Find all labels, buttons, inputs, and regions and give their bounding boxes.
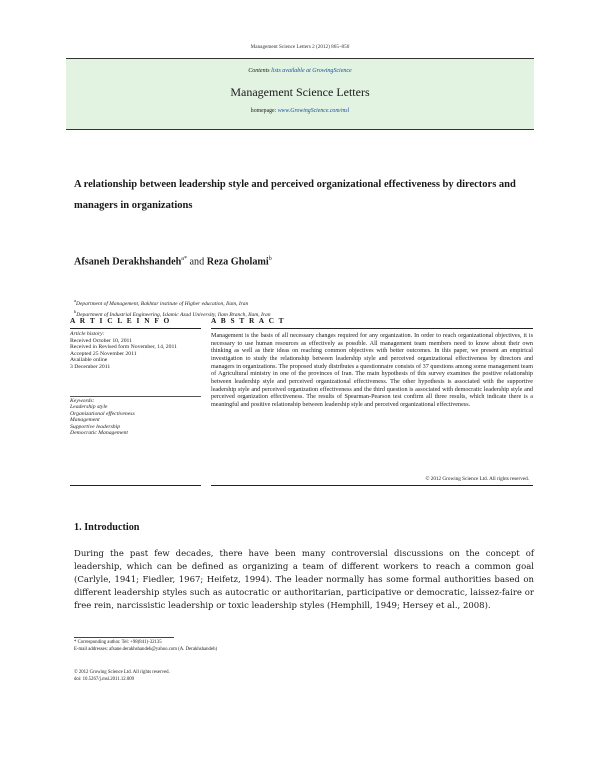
footer-doi: doi: 10.5267/j.msl.2011.12.009	[74, 676, 135, 682]
copyright-footer	[74, 670, 534, 683]
journal-banner	[66, 58, 534, 130]
affiliation-a	[74, 297, 534, 308]
abstract-heading: A B S T R A C T	[211, 316, 286, 325]
corresponding-author-note: * Corresponding author. Tel: +98(841)-32135	[74, 640, 162, 645]
section-heading-introduction: 1. Introduction	[74, 522, 140, 533]
keyword-item: Supportive leadership	[70, 423, 121, 430]
affiliation-b-text: Department of Industrial Engineering, Islamic Azad University, Ilam Branch, Ilam, Iran	[76, 311, 271, 318]
author-2-name: Reza Gholami	[206, 256, 269, 268]
author-list	[74, 256, 272, 267]
contents-prefix: Contents	[248, 68, 272, 74]
abstract-bottom-rule	[211, 485, 533, 486]
history-received: Received October 10, 2011	[70, 337, 133, 344]
keyword-item: Leadership style	[70, 404, 108, 411]
keywords-heading: Keywords:	[70, 398, 95, 404]
abstract-copyright: © 2012 Growing Science Ltd. All rights reserved.	[425, 476, 529, 482]
affiliation-a-text: Department of Management, Bakhtar institute of Higher education, Ilam, Iran	[76, 300, 249, 307]
article-info-heading: A R T I C L E I N F O	[70, 316, 171, 325]
journal-title: Management Science Letters	[230, 85, 370, 99]
history-accepted: Accepted 25 November 2011	[70, 350, 137, 357]
keyword-item: Democratic Management	[70, 430, 128, 437]
article-info-bottom-rule	[70, 485, 201, 486]
article-history	[70, 331, 201, 370]
introduction-paragraph: During the past few decades, there have been many controversial discussions on the concept of leadership, which can be defined as organizing a team of different workers to reach a common goal (Carlyle, 1941; Fiedler, 1967; Heifetz, 1994). The leader normally has some formal authorities based on different leadership styles such as autocratic or authoritarian, participative or democratic, laissez-faire or free rein, narcissistic leadership or toxic leadership styles (Hemphill, 1949; Hersey et al., 2008).	[74, 549, 534, 611]
homepage-prefix: homepage:	[250, 108, 278, 114]
email-note: E-mail addresses: afsane.derakhshandeh@yahoo.com (A. Derakhshandeh)	[74, 646, 218, 652]
author-1-name: Afsaneh Derakhshandeh	[74, 256, 182, 268]
contents-line	[66, 68, 534, 74]
footnotes	[74, 640, 534, 653]
author-separator: and	[186, 256, 207, 268]
keyword-item: Organizational effectiveness	[70, 410, 135, 417]
affiliation-a-mark: a	[74, 298, 76, 303]
author-1-affiliation-mark: a*	[181, 256, 187, 262]
footnote-rule	[74, 637, 174, 638]
contents-link[interactable]: lists available at GrowingScience	[271, 68, 352, 74]
article-info-top-rule	[70, 328, 201, 329]
article-history-heading: Article history:	[70, 331, 105, 337]
footer-copyright: © 2012 Growing Science Ltd. All rights reserved.	[74, 670, 170, 675]
homepage-link[interactable]: www.GrowingScience.com/msl	[277, 108, 350, 114]
homepage-line	[66, 108, 534, 114]
history-online-date: 3 December 2011	[70, 363, 111, 370]
history-available: Available online	[70, 357, 108, 363]
running-head: Management Science Letters 2 (2012) 865–850	[250, 44, 350, 50]
author-2-affiliation-mark: b	[268, 256, 272, 262]
affiliation-b-mark: b	[74, 308, 77, 314]
history-revised: Received in Revised form November, 14, 2011	[70, 344, 177, 350]
keyword-item: Management	[70, 417, 100, 424]
article-title: A relationship between leadership style and perceived organizational effectiveness by directors and managers in organizations	[74, 179, 516, 211]
abstract-text: Management is the basis of all necessary changes required for any organization. In order to reach organizational objectives, it is necessary to use human resources as effectively as possible. All management team members need to know about their own thinking as well as their ideas on reaching common objectives with better outcomes. In this paper, we present an empirical investigation to study the relationship between leadership style and perceived organizational effectiveness by directors and managers in organizations. The proposed study distributes a questionnaire consists of 37 questions among some management team of Agricultural ministry in one of the provinces of Iran. The main hypothesis of this survey examines the positive relationship between leadership style and perceived organizational effectiveness. The other hypothesis is associated with the supportive leadership style and perceived organization effectiveness and the third question is associated with democratic leadership style and perceived organization effectiveness. The results of Spearman-Pearson test confirm all three results, which indicate there is a meaningful and positive relationship between leadership style and perceived organizational effectiveness.	[211, 333, 533, 408]
article-info-divider	[70, 396, 201, 397]
keywords	[70, 398, 201, 436]
abstract-top-rule	[211, 328, 533, 329]
